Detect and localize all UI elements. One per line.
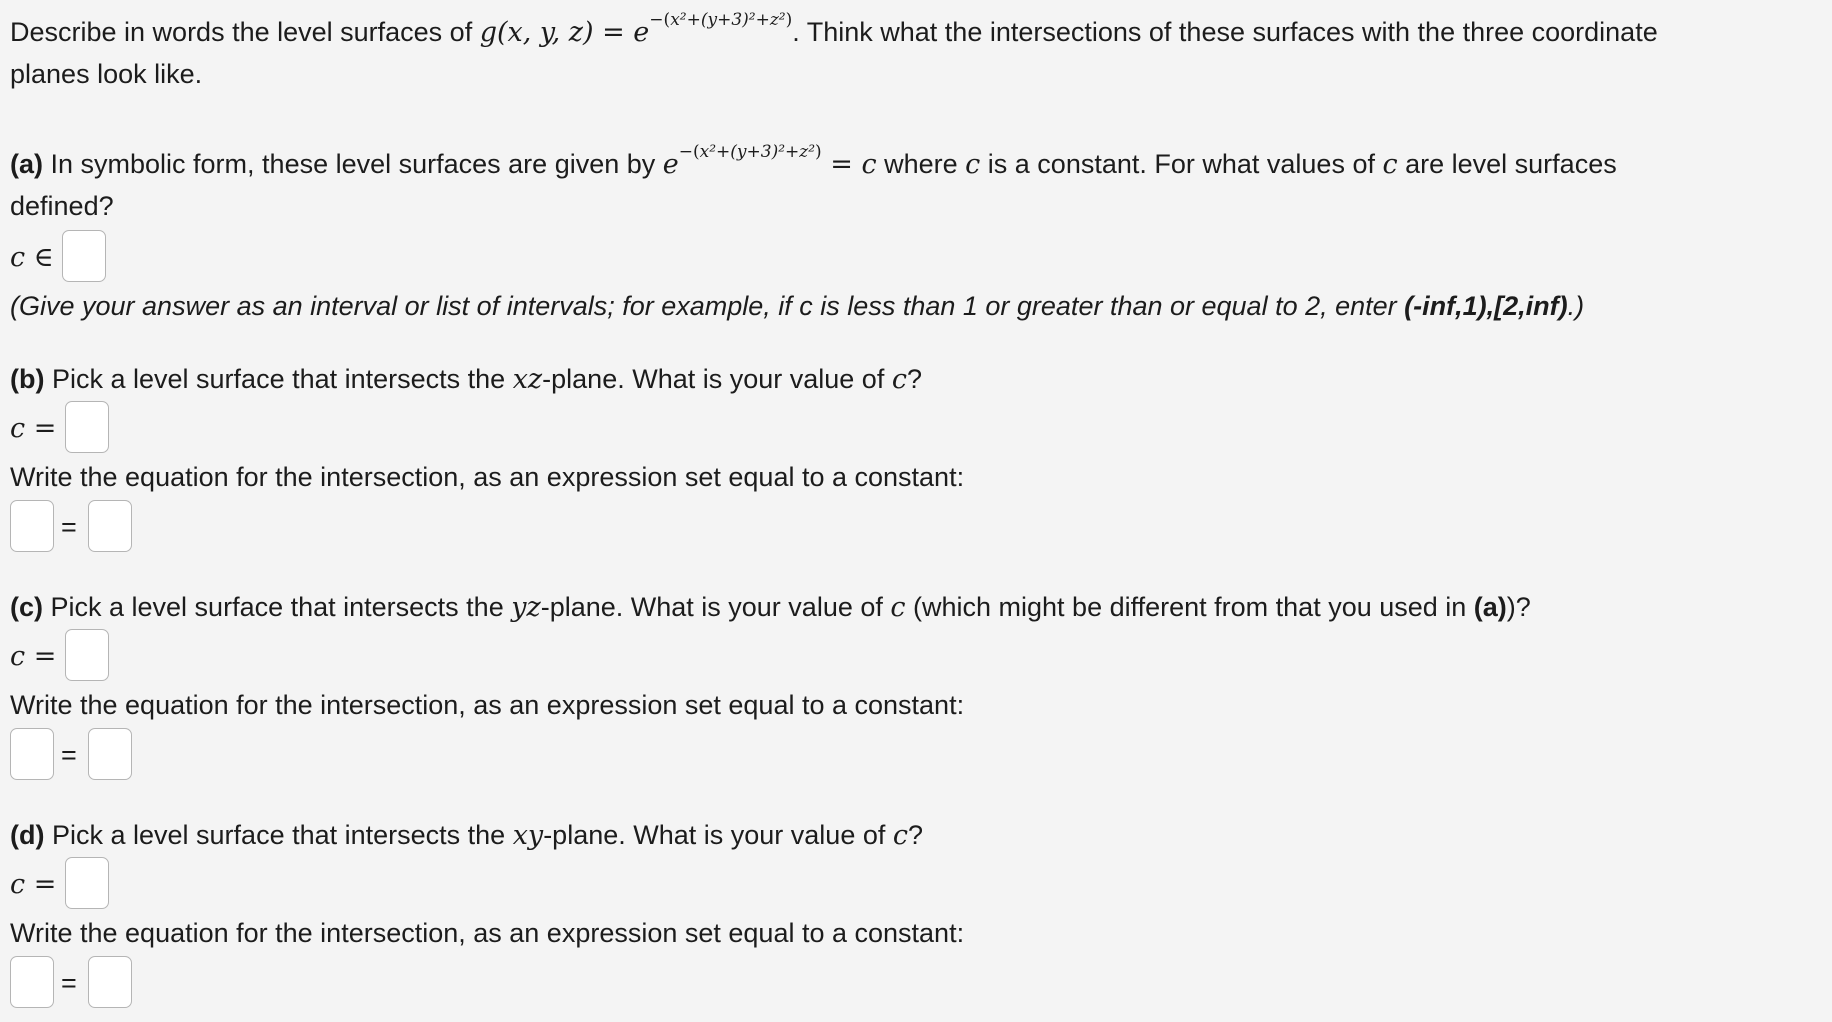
part-d-c-input[interactable] [65,857,109,909]
part-c-equation-prompt: Write the equation for the intersection, as an expression set equal to a constant: [10,690,965,720]
part-b-text-3: ? [906,364,922,394]
intro-line-2 [10,58,202,90]
part-d-constant-input[interactable] [88,956,132,1008]
part-a-label: (a) [10,149,43,179]
part-a-hint [10,290,1584,322]
part-b-c: c [891,364,907,395]
part-a-line-1 [10,142,1617,184]
part-a-hint-example: (-inf,1),[2,inf) [1404,291,1568,321]
part-a-hint-pre: (Give your answer as an interval or list of intervals; for example, if c is less than 1 or greater than or equal to 2, enter [10,291,1405,321]
part-a-answer-input[interactable] [62,230,106,282]
intro-text-2: . Think what the intersections of these surfaces with the three coordinate [792,17,1658,47]
part-c-equals-sign: = [61,740,77,770]
part-b-text-2: -plane. What is your value of [542,364,892,394]
part-a-eq-c: = c [821,149,877,180]
part-d-question [10,819,923,852]
part-b-constant-input[interactable] [88,500,132,552]
intro-exp-close: ) [785,10,793,30]
intro-line-1 [10,10,1658,52]
intro-function: g(x, y, z) = e [479,17,650,48]
part-d-c: c [892,820,908,851]
part-a-text-5: defined? [10,191,114,221]
part-c-plane: yz [511,592,541,623]
part-a-text-2: where [876,149,966,179]
part-b-label: (b) [10,364,45,394]
part-b-plane: xz [512,364,543,395]
part-a-exp-close: ) [815,142,822,162]
part-c-ref: (a) [1473,592,1507,622]
part-c-text-1: Pick a level surface that intersects the [43,592,512,622]
part-b-expression-input[interactable] [10,500,54,552]
part-a-exponent [679,142,822,162]
part-c-answer-label: c = [10,641,57,672]
intro-exp-body: x²+(y+3)²+z² [670,10,786,30]
part-a-c-1: c [965,149,981,180]
part-c-constant-input[interactable] [88,728,132,780]
part-d-equation-prompt: Write the equation for the intersection, as an expression set equal to a constant: [10,918,965,948]
part-d-label: (d) [10,820,45,850]
part-d-expression-input[interactable] [10,956,54,1008]
intro-exponent [649,10,792,30]
part-a-text-3: is a constant. For what values of [980,149,1383,179]
part-c-expression-input[interactable] [10,728,54,780]
part-a-text-4: are level surfaces [1397,149,1617,179]
part-c-label: (c) [10,592,43,622]
part-d-equals-sign: = [61,968,77,998]
intro-text-3: planes look like. [10,59,203,89]
part-a-text-1: In symbolic form, these level surfaces are given by [43,149,663,179]
part-b-answer-label: c = [10,413,57,444]
part-c-text-2: -plane. What is your value of [540,592,891,622]
part-c-text-4: )? [1506,592,1531,622]
part-a-line-2 [10,190,114,222]
part-b-text-1: Pick a level surface that intersects the [44,364,513,394]
part-b-equals-sign: = [61,512,77,542]
part-a-exp-open: −( [678,142,700,162]
part-a-c-2: c [1382,149,1398,180]
part-c-c: c [890,592,906,623]
part-b-equation-prompt: Write the equation for the intersection, as an expression set equal to a constant: [10,462,965,492]
part-d-text-2: -plane. What is your value of [543,820,893,850]
part-a-exp-body: x²+(y+3)²+z² [699,142,816,162]
part-d-text-1: Pick a level surface that intersects the [44,820,513,850]
intro-exp-open: −( [649,10,671,30]
part-a-hint-post: .) [1567,291,1585,321]
part-d-answer-label: c = [10,869,57,900]
part-a-answer-label: c ∈ [10,242,54,273]
part-b-question [10,363,922,396]
part-a-base: e [662,149,679,180]
part-b-c-input[interactable] [65,401,109,453]
intro-text-1: Describe in words the level surfaces of [10,17,480,47]
part-c-text-3: (which might be different from that you used in [905,592,1474,622]
part-c-c-input[interactable] [65,629,109,681]
part-d-plane: xy [512,820,544,851]
part-d-text-3: ? [907,820,924,850]
part-c-question [10,591,1531,624]
